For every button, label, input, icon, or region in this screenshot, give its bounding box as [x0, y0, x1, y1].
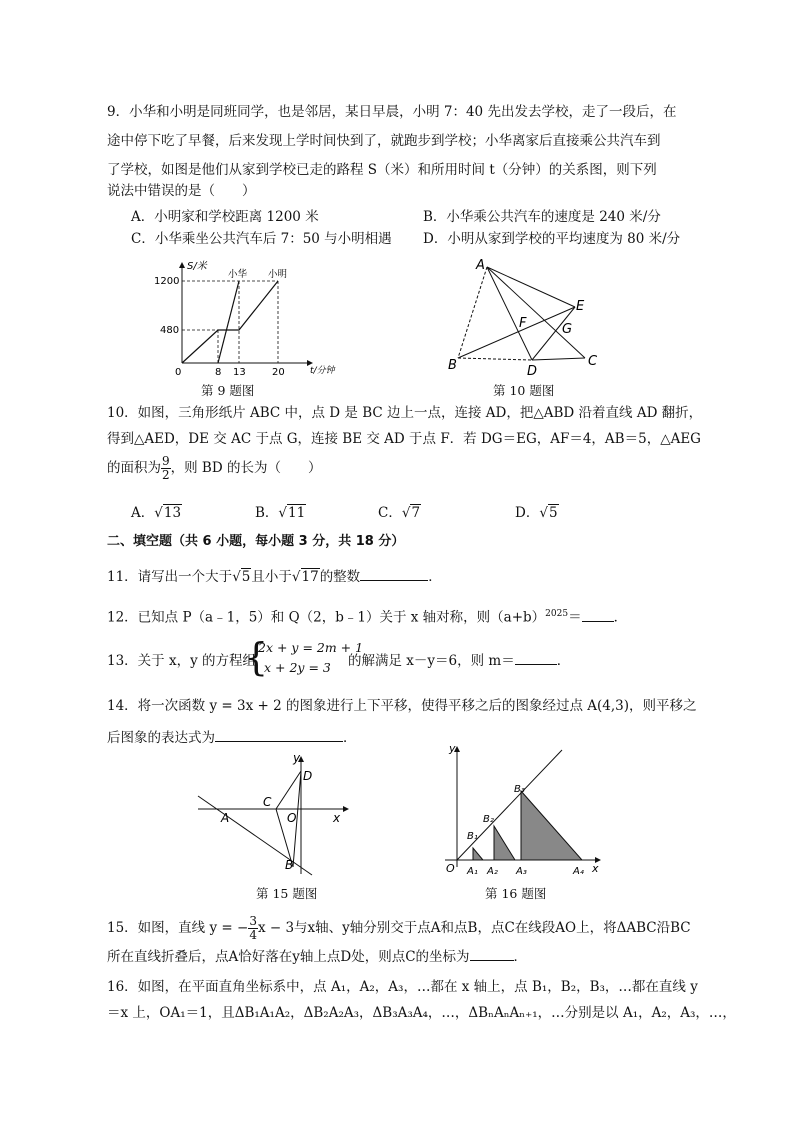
f15-point-o: O [287, 811, 297, 825]
f16-y-label: y [449, 742, 456, 755]
q13-answer-blank [515, 650, 557, 665]
tick-20: 20 [272, 367, 285, 378]
tick-origin: 0 [175, 367, 182, 378]
caption-fig10: 第 10 题图 [493, 383, 555, 398]
point-c: C [588, 354, 598, 369]
f15-point-a: A [221, 811, 230, 825]
q10-line1: 10．如图，三角形纸片 ABC 中，点 D 是 BC 边上一点，连接 AD，把△ABD 沿着直线 AD 翻折， [107, 405, 703, 421]
xiaoming-line [182, 281, 278, 363]
caption-fig9: 第 9 题图 [201, 383, 255, 398]
q9-option-d: D．小明从家到学校的平均速度为 80 米/分 [423, 231, 681, 247]
f16-point-o: O [446, 862, 455, 875]
figure-16 [440, 742, 605, 882]
q14-line1: 14．将一次函数 y = 3x + 2 的图象进行上下平移，使得平移之后的图象经过点 A(4,3)，则平移之 [107, 698, 697, 714]
q10-line3-a: 的面积为 [107, 460, 161, 476]
q12: 12．已知点 P（a﹣1，5）和 Q（2，b﹣1）关于 x 轴对称，则$(a+b)^{2025}=$ ． [107, 604, 627, 628]
q13-equation-2: x + 2y = 3 [264, 660, 331, 675]
q15-line2: 所在直线折叠后，点A恰好落在y轴上点D处，则点C的坐标为 ． [107, 946, 527, 967]
q9-line2: 途中停下吃了早餐，后来发现上学时间快到了，就跑步到学校；小华离家后直接乘公共汽车到 [107, 133, 661, 149]
q10-fraction [161, 455, 171, 482]
tick-1200: 1200 [154, 276, 180, 287]
label-xiaoming: 小明 [268, 269, 288, 280]
f16-point-a2: A₂ [487, 866, 498, 877]
point-d: D [527, 364, 538, 379]
section-2-heading: 二、填空题（共 6 小题，每小题 3 分，共 18 分） [107, 534, 405, 549]
figure-9-graph [150, 255, 350, 380]
q10-option-b: B．√11 [255, 505, 306, 521]
figure-15 [190, 752, 355, 877]
f15-point-c: C [263, 795, 272, 809]
f16-point-b3: B₃ [514, 784, 525, 795]
xiaohua-line [218, 281, 239, 363]
q15-answer-blank [470, 946, 514, 961]
q9-line1: 9．小华和小明是同班同学，也是邻居，某日早晨，小明 7：40 先出发去学校，走了一段后，在 [107, 104, 677, 120]
f16-point-a1: A₁ [467, 866, 478, 877]
f15-x-label: x [333, 811, 341, 825]
x-axis-label: t/分钟 [310, 366, 335, 376]
caption-fig16: 第 16 题图 [485, 886, 547, 901]
q11: 11．请写出一个大于√5且小于√17的整数 ． [107, 566, 442, 587]
tick-480: 480 [160, 325, 180, 336]
q10-frac-den: 2 [162, 468, 170, 482]
f15-point-d: D [303, 769, 313, 783]
q9-option-c: C．小华乘坐公共汽车后 7：50 与小明相遇 [131, 231, 392, 247]
q11-answer-blank [360, 566, 428, 581]
q9-option-b: B．小华乘公共汽车的速度是 240 米/分 [423, 209, 661, 225]
f16-point-b2: B₂ [483, 814, 494, 825]
q10-option-c: C．√7 [378, 505, 421, 521]
f16-point-a3: A₃ [516, 866, 527, 877]
y-axis-label: S/米 [187, 261, 207, 272]
figure-10-triangle [445, 255, 615, 380]
q12-answer-blank [582, 607, 614, 622]
q13-equation-1: 2x + y = 2m + 1 [258, 640, 364, 655]
tick-13: 13 [233, 367, 246, 378]
q16-line2: ＝x 上，OA₁＝1，且ΔB₁A₁A₂，ΔB₂A₂A₃，ΔB₃A₃A₄，…，ΔBₙAₙAₙ₊₁，…分别是以 A₁，A₂，A₃，…， [107, 1005, 736, 1021]
point-a: A [476, 258, 485, 273]
point-b: B [448, 358, 457, 373]
q15-fraction: $\frac{3}{4}$ [249, 914, 257, 942]
q9-option-a: A．小明家和学校距离 1200 米 [131, 209, 319, 225]
q14-line2: 后图象的表达式为 ． [107, 727, 357, 748]
label-xiaohua: 小华 [228, 269, 248, 280]
q13: 13．关于 x，y 的方程组 的解满足 x－y＝6，则 m＝ ． [107, 650, 570, 671]
q15-line1: 15．如图，直线 y = − $\frac{3}{4}$ x − 3与x轴、y轴分别交于点A和点B，点C在线段AO上，将ΔABC沿BC [107, 914, 691, 942]
q14-answer-blank [215, 727, 343, 742]
q10-line2: 得到△AED，DE 交 AC 于点 G，连接 BE 交 AD 于点 F．若 DG＝EG，AF＝4，AB＝5，△AEG [107, 431, 701, 447]
q9-line3: 了学校，如图是他们从家到学校已走的路程 S（米）和所用时间 t（分钟）的关系图，则下列 [107, 162, 657, 178]
f16-point-a4: A₄ [573, 866, 584, 877]
q10-option-d: D．√5 [515, 505, 558, 521]
q13-brace: { [244, 635, 269, 679]
caption-fig15: 第 15 题图 [256, 886, 318, 901]
point-f: F [519, 316, 527, 331]
q10-line3 [107, 452, 321, 484]
point-e: E [576, 299, 585, 314]
f16-point-b1: B₁ [467, 831, 478, 842]
q10-option-a: A．√13 [131, 505, 182, 521]
q10-frac-num: 9 [162, 454, 170, 468]
f16-x-label: x [592, 862, 599, 875]
q10-line3-b: ，则 BD 的长为（ ） [170, 460, 322, 476]
f15-y-label: y [293, 752, 301, 765]
q16-line1: 16．如图，在平面直角坐标系中，点 A₁，A₂，A₃，…都在 x 轴上，点 B₁，B₂，B₃，…都在直线 y [107, 979, 698, 995]
f15-point-b: B [285, 858, 294, 872]
tick-8: 8 [215, 367, 222, 378]
q9-line4: 说法中错误的是（ ） [107, 183, 256, 199]
point-g: G [562, 322, 573, 337]
